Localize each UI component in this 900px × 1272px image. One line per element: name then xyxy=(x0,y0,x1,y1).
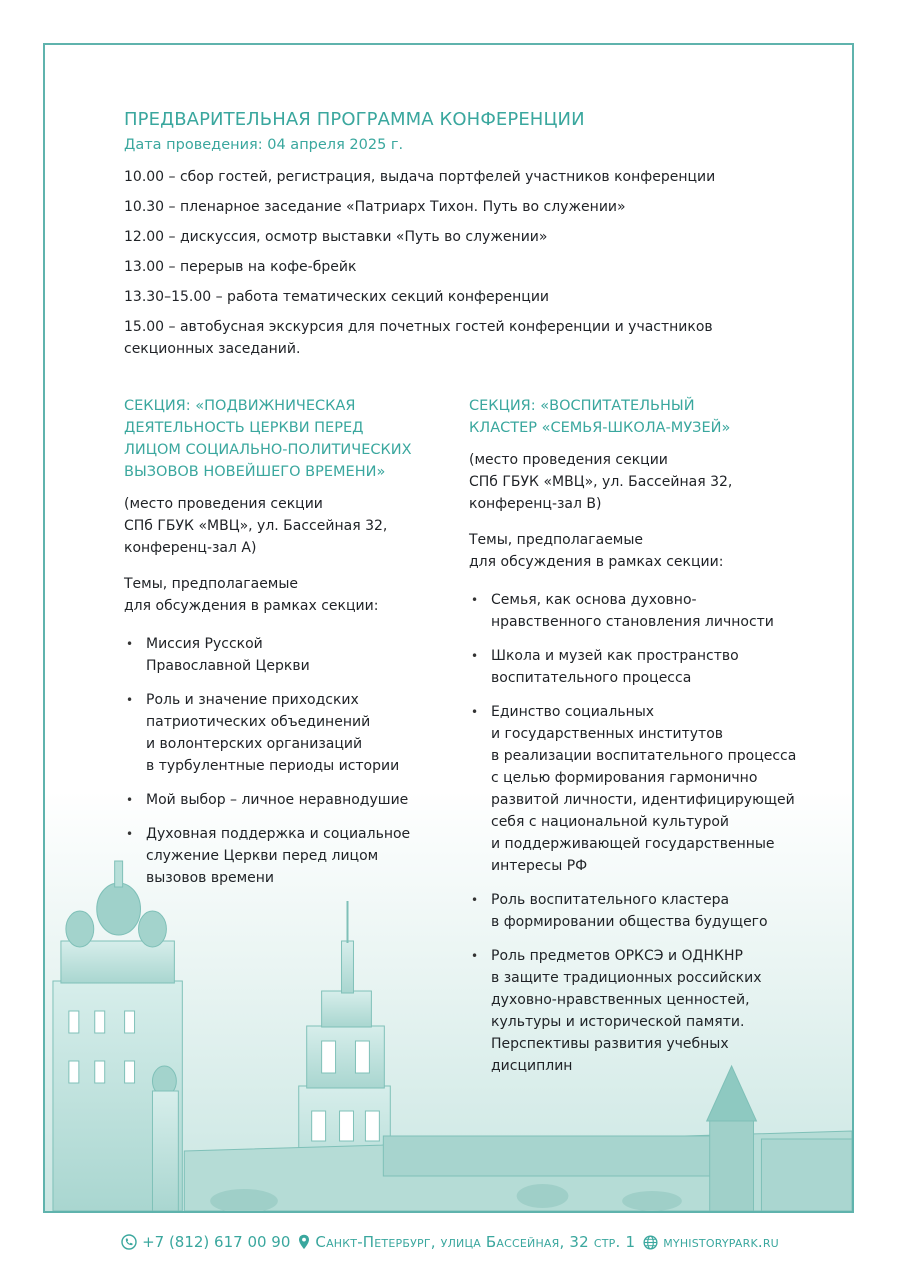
website-link[interactable]: myhistorypark.ru xyxy=(663,1233,779,1251)
section-left xyxy=(124,395,454,901)
schedule-item: 12.00 – дискуссия, осмотр выставки «Путь во служении» xyxy=(124,229,548,245)
bullet-icon: • xyxy=(471,593,479,607)
schedule-item: 10.00 – сбор гостей, регистрация, выдача портфелей участников конференции xyxy=(124,169,716,185)
footer-phone[interactable] xyxy=(121,1233,290,1251)
bullet-icon: • xyxy=(471,649,479,663)
globe-icon xyxy=(643,1235,658,1250)
section-right-topics xyxy=(469,589,809,1077)
footer-address xyxy=(298,1233,635,1251)
list-item: • Миссия Русской Православной Церкви xyxy=(124,633,454,677)
phone-number: +7 (812) 617 00 90 xyxy=(142,1233,291,1251)
list-item: • Роль предметов ОРКСЭ и ОДНКНР в защите традиционных российских духовно-нравственных ценностей, культуры и исторической памяти. Перспективы развития учебных дисциплин xyxy=(469,945,809,1077)
schedule-list xyxy=(124,166,764,368)
list-item: • Школа и музей как пространство воспитательного процесса xyxy=(469,645,809,689)
list-item: • Семья, как основа духовно- нравственного становления личности xyxy=(469,589,809,633)
section-right-title: СЕКЦИЯ: «ВОСПИТАТЕЛЬНЫЙ КЛАСТЕР «СЕМЬЯ-ШКОЛА-МУЗЕЙ» xyxy=(469,398,731,436)
bullet-icon: • xyxy=(126,793,134,807)
conference-date: Дата проведения: 04 апреля 2025 г. xyxy=(124,137,404,153)
section-right-topics-intro: Темы, предполагаемые для обсуждения в рамках секции: xyxy=(469,532,724,570)
bullet-icon: • xyxy=(126,827,134,841)
section-left-location: (место проведения секции СПб ГБУК «МВЦ», ул. Бассейная 32, конференц-зал А) xyxy=(124,496,388,556)
section-right-location: (место проведения секции СПб ГБУК «МВЦ», ул. Бассейная 32, конференц-зал В) xyxy=(469,452,733,512)
list-item: • Роль и значение приходских патриотических объединений и волонтерских организаций в турбулентные периоды истории xyxy=(124,689,454,777)
list-item: • Мой выбор – личное неравнодушие xyxy=(124,789,454,811)
section-left-topics xyxy=(124,633,454,889)
bullet-icon: • xyxy=(471,949,479,963)
list-item: • Духовная поддержка и социальное служение Церкви перед лицом вызовов времени xyxy=(124,823,454,889)
list-item: • Роль воспитательного кластера в формировании общества будущего xyxy=(469,889,809,933)
schedule-item: 13.00 – перерыв на кофе-брейк xyxy=(124,259,357,275)
bullet-icon: • xyxy=(126,637,134,651)
page-title: ПРЕДВАРИТЕЛЬНАЯ ПРОГРАММА КОНФЕРЕНЦИИ xyxy=(124,109,585,130)
location-pin-icon xyxy=(298,1234,310,1250)
section-left-title: СЕКЦИЯ: «ПОДВИЖНИЧЕСКАЯ ДЕЯТЕЛЬНОСТЬ ЦЕРКВИ ПЕРЕД ЛИЦОМ СОЦИАЛЬНО-ПОЛИТИЧЕСКИХ ВЫЗОВОВ НОВЕЙШЕГО ВРЕМЕНИ» xyxy=(124,398,412,480)
footer-website[interactable] xyxy=(643,1233,779,1251)
list-item: • Единство социальных и государственных институтов в реализации воспитательного процесса с целью формирования гармонично развитой личности, идентифицирующей себя с национальной культурой и поддерживающей государственные интересы РФ xyxy=(469,701,809,877)
phone-icon xyxy=(121,1234,137,1250)
section-left-topics-intro: Темы, предполагаемые для обсуждения в рамках секции: xyxy=(124,576,379,614)
bullet-icon: • xyxy=(471,893,479,907)
bullet-icon: • xyxy=(471,705,479,719)
schedule-item: 15.00 – автобусная экскурсия для почетных гостей конференции и участников секционных заседаний. xyxy=(124,319,713,357)
bullet-icon: • xyxy=(126,693,134,707)
footer-contacts xyxy=(0,1228,900,1256)
section-right xyxy=(469,395,809,1089)
page-frame xyxy=(43,43,854,1213)
schedule-item: 13.30–15.00 – работа тематических секций конференции xyxy=(124,289,550,305)
address-text: Санкт-Петербург, улица Бассейная, 32 стр. 1 xyxy=(315,1233,636,1251)
page-content xyxy=(45,45,852,1211)
schedule-item: 10.30 – пленарное заседание «Патриарх Тихон. Путь во служении» xyxy=(124,199,626,215)
